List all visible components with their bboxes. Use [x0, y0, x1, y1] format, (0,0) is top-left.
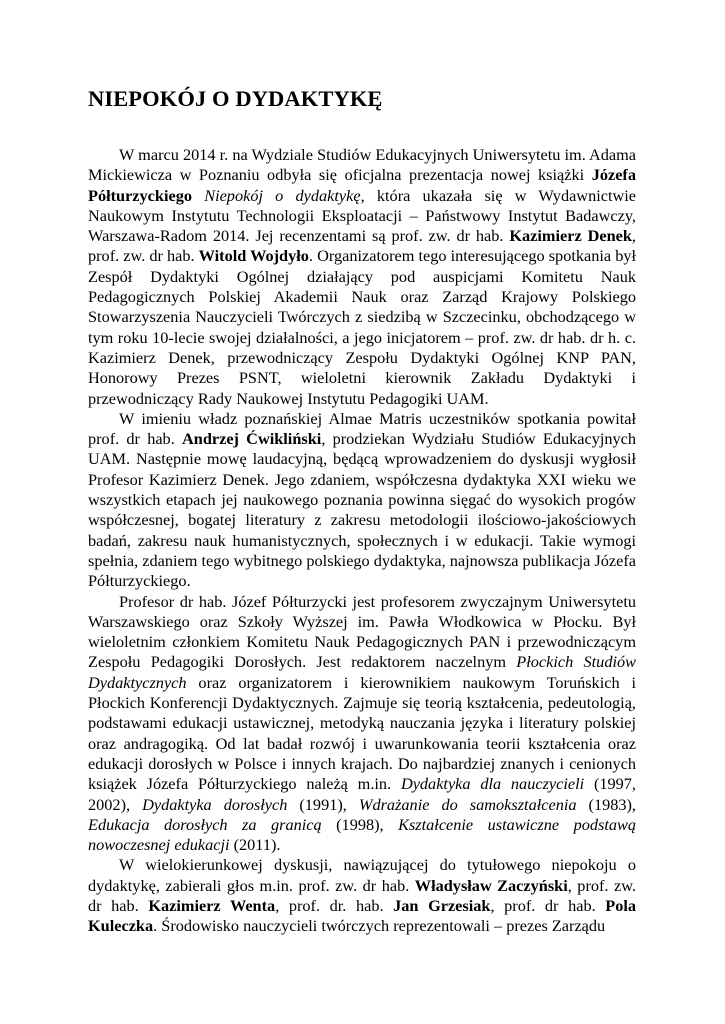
text-run: [192, 186, 204, 205]
text-run: oraz organizatorem i kierownikiem naukowym Toruńskich i Płockich Konferencji Dydaktycznych. Zajmuje się teorią kształcenia, pedeutologią, podstawami edukacji ustawicznej, metodyką nauczania języka i literatury polskiej oraz andragogiką. Od lat badał rozwój i uwarunkowania teorii kształcenia oraz edukacji dorosłych w Polsce i innych krajach. Do najbardziej znanych i cenionych książek Józefa Półturzyckiego należą m.in.: [88, 672, 636, 794]
reviewer-name: Kazimierz Denek: [509, 226, 632, 246]
document-title: NIEPOKÓJ O DYDAKTYKĘ: [88, 86, 383, 111]
text-run: która ukazała się w Wydawnictwie Naukowym Instytutu Technologii Eksploatacji – Państwowy Instytut Badawczy, Warszawa-Radom 2014. Jej recenzentami są prof. zw. dr hab.: [88, 185, 636, 246]
text-run: , prof. dr. hab.: [275, 895, 394, 915]
book-title: Wdrażanie do samokształcenia: [358, 794, 577, 814]
paragraph-1: [88, 145, 636, 409]
person-name: Pola Kuleczka: [88, 895, 636, 936]
paragraph-2: [88, 409, 636, 592]
journal-title: Płockich Studiów Dydaktycznych: [88, 652, 636, 692]
book-title: Edukacja dorosłych za granicą: [88, 814, 322, 834]
book-title: Niepokój o dydaktykę,: [204, 185, 365, 205]
person-name: Andrzej Ćwikliński: [182, 429, 322, 449]
text-run: , prof. dr hab.: [490, 895, 606, 915]
text-run: , prof. zw. dr hab.: [88, 875, 636, 915]
text-run: (1983),: [576, 794, 637, 814]
text-run: (2011).: [229, 835, 281, 855]
paragraph-3: [88, 592, 636, 856]
paragraph-4: [88, 855, 636, 936]
text-run: W wielokierunkowej dyskusji, nawiązującej do tytułowego niepokoju o dydaktykę, zabierali głos m.in. prof. zw. dr hab.: [88, 855, 636, 895]
reviewer-name: Witold Wojdyło: [198, 246, 309, 266]
text-run: Profesor dr hab. Józef Półturzycki jest profesorem zwyczajnym Uniwersytetu Warszawskiego oraz Szkoły Wyższej im. Pawła Włodkowica w Płocku. Był wieloletnim członkiem Komitetu Nauk Pedagogicznych PAN i przewodniczącym Zespołu Pedagogiki Dorosłych. Jest redaktorem naczelnym: [88, 591, 636, 672]
text-run: W marcu 2014 r. na Wydziale Studiów Edukacyjnych Uniwersytetu im. Adama Mickiewicza w Poznaniu odbyła się oficjalna prezentacja nowej książki: [88, 145, 636, 185]
text-run: (1998),: [321, 814, 399, 834]
person-name: Kazimierz Wenta: [148, 895, 276, 915]
text-run: , prodziekan Wydziału Studiów Edukacyjnych UAM. Następnie mowę laudacyjną, będącą wprowadzeniem do dyskusji wygłosił Profesor Kazimierz Denek. Jego zdaniem, współczesna dydaktyka XXI wieku we wszystkich etapach jej naukowego poznania powinna sięgać do wysokich progów współczesnej, bogatej literatury z zakresu metodologii ilościowo-jakościowych badań, zakresu nauk humanistycznych, społecznych i w edukacji. Takie wymogi spełnia, zdaniem tego wybitnego polskiego dydaktyka, najnowsza publikacja Józefa Półturzyckiego.: [88, 429, 637, 591]
text-run: (1997, 2002),: [88, 774, 636, 814]
person-name: Jan Grzesiak: [393, 895, 491, 915]
person-name: Władysław Zaczyński: [414, 875, 568, 895]
text-run: . Środowisko nauczycieli twórczych reprezentowali – prezes Zarządu: [153, 916, 606, 936]
text-run: (1991),: [287, 794, 359, 814]
author-name: Józefa Półturzyckiego: [88, 165, 636, 205]
text-run: . Organizatorem tego interesującego spotkania był Zespół Dydaktyki Ogólnej działający pod auspicjami Komitetu Nauk Pedagogicznych Polskiej Akademii Nauk oraz Zarząd Krajowy Polskiego Stowarzyszenia Nauczycieli Twórczych z siedzibą w Szczecinku, obchodzącego w tym roku 10-lecie swojej działalności, a jego inicjatorem – prof. zw. dr hab. dr h. c. Kazimierz Denek, przewodniczący Zespołu Dydaktyki Ogólnej KNP PAN, Honorowy Prezes PSNT, wieloletni kierownik Zakładu Dydaktyki i przewodniczący Rady Naukowej Instytutu Pedagogiki UAM.: [88, 246, 637, 408]
document-page: [88, 84, 636, 937]
book-title: Kształcenie ustawiczne podstawą nowoczesnej edukacji: [88, 814, 636, 855]
book-title: Dydaktyka dorosłych: [142, 794, 288, 814]
text-run: W imieniu władz poznańskiej Almae Matris uczestników spotkania powitał prof. dr hab.: [88, 408, 636, 449]
text-run: , prof. zw. dr hab.: [88, 226, 636, 266]
book-title: Dydaktyka dla nauczycieli: [400, 774, 585, 794]
